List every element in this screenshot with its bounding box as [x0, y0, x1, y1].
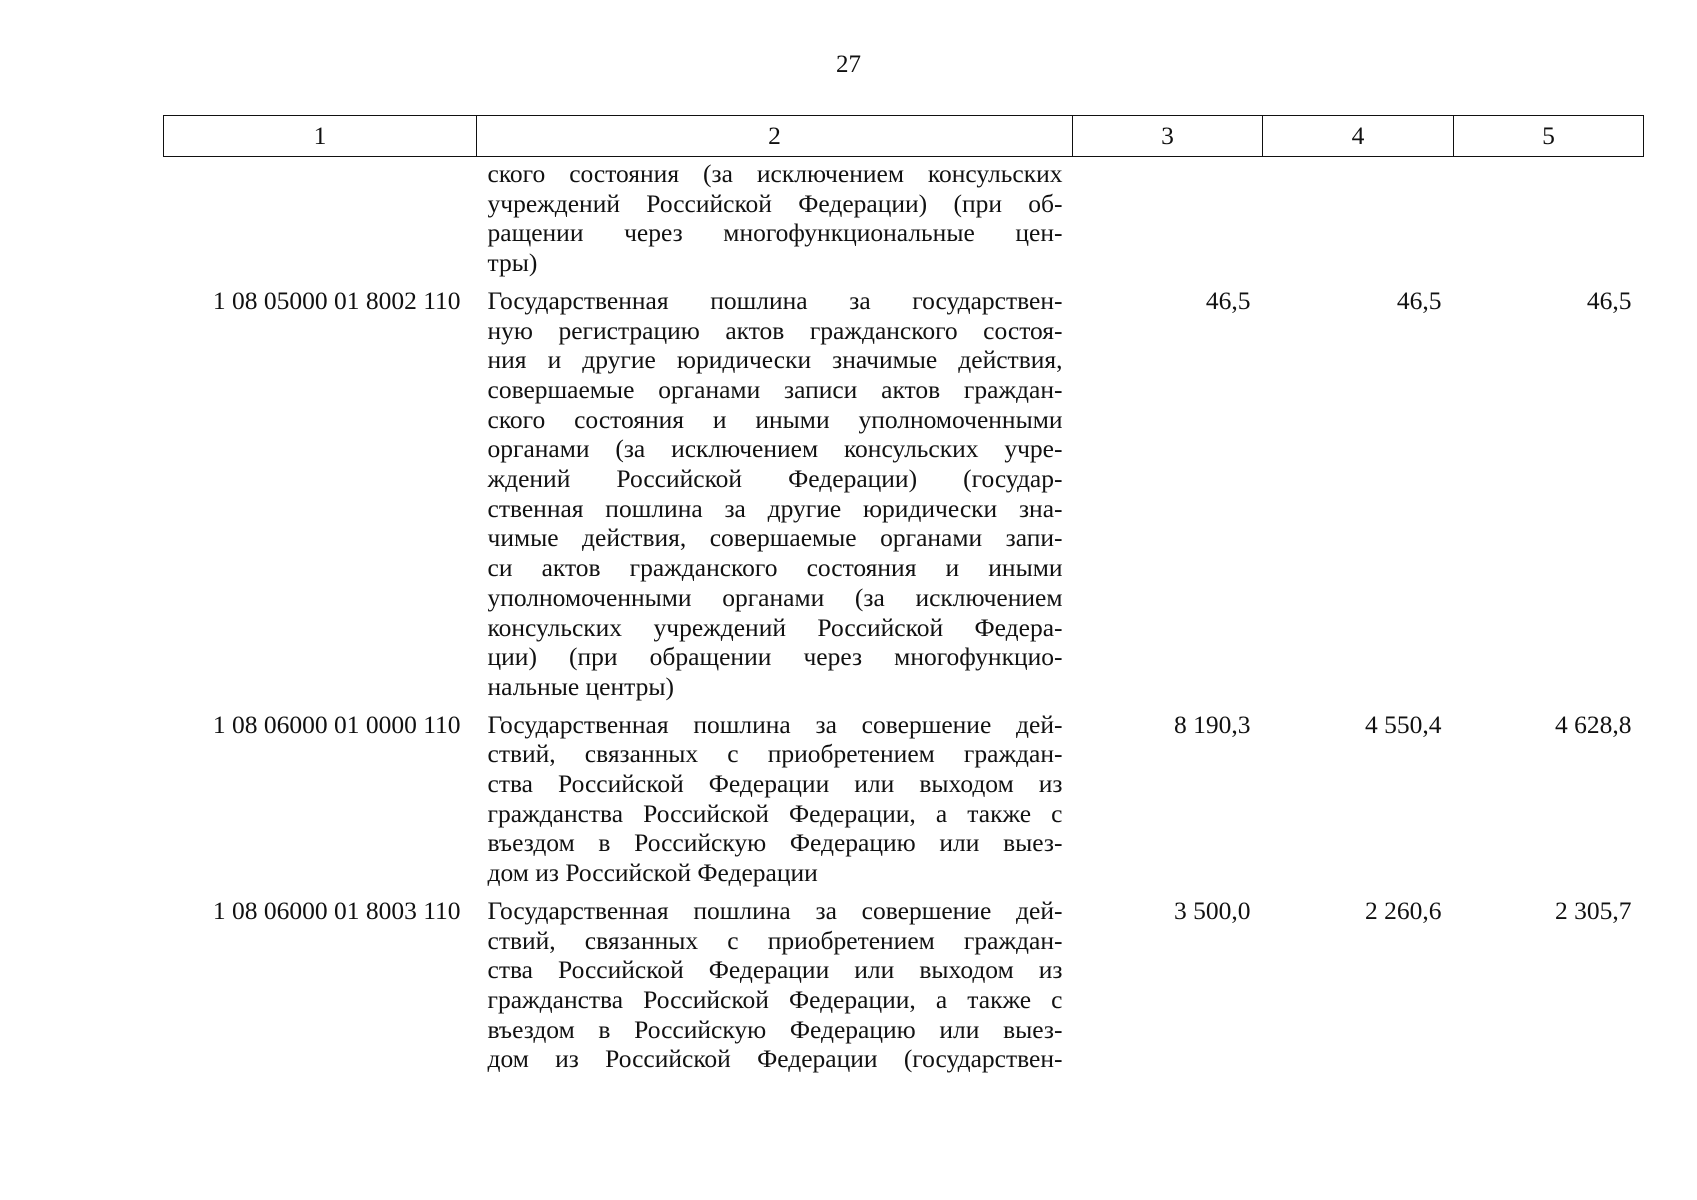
description-line: ства Российской Федерации или выходом из: [487, 769, 1063, 799]
description-line: учреждений Российской Федерации) (при об-: [487, 188, 1063, 218]
description-line: Государственная пошлина за совершение дей-: [487, 709, 1063, 739]
revenue-table: [163, 115, 1644, 1078]
description-line: ствий, связанных с приобретением граждан-: [487, 925, 1063, 955]
amount-year-1: [1073, 157, 1263, 282]
amount-year-3: [1454, 157, 1644, 282]
table-row: [164, 892, 1644, 1078]
table-row: [164, 706, 1644, 892]
description-line: въездом в Российскую Федерацию или выез-: [487, 1014, 1063, 1044]
amount-year-2: 46,5: [1396, 285, 1442, 315]
description-line: ского состояния (за исключением консульских: [487, 159, 1063, 188]
description-line: ния и другие юридически значимые действия,: [487, 345, 1063, 375]
description-line: дом из Российской Федерации: [487, 858, 818, 888]
table-row: [164, 282, 1644, 706]
page-number: 27: [836, 51, 861, 78]
description-line: ственная пошлина за другие юридически зна-: [487, 493, 1063, 523]
header-col-5: 5: [1454, 116, 1644, 157]
description-line: въездом в Российскую Федерацию или выез-: [487, 828, 1063, 858]
description-line: ждений Российской Федерации) (государ-: [487, 464, 1063, 494]
description-line: гражданства Российской Федерации, а также с: [487, 798, 1063, 828]
header-col-3: 3: [1073, 116, 1263, 157]
amount-year-1: 3 500,0: [1174, 895, 1251, 925]
amount-year-3: 2 305,7: [1555, 895, 1632, 925]
revenue-code: 1 08 06000 01 0000 110: [212, 709, 461, 739]
revenue-description: [477, 706, 1073, 892]
header-col-2: 2: [477, 116, 1073, 157]
table-header: [164, 116, 1644, 157]
amount-year-3: 46,5: [1586, 285, 1632, 315]
table-row: [164, 157, 1644, 282]
description-line: ства Российской Федерации или выходом из: [487, 955, 1063, 985]
description-line: гражданства Российской Федерации, а также с: [487, 984, 1063, 1014]
revenue-code: 1 08 05000 01 8002 110: [212, 285, 461, 315]
amount-year-3: 4 628,8: [1555, 709, 1632, 739]
description-line: ную регистрацию актов гражданского состоя-: [487, 315, 1063, 345]
revenue-code: 1 08 06000 01 8003 110: [212, 895, 461, 925]
amount-year-1: 8 190,3: [1174, 709, 1251, 739]
revenue-description: [477, 282, 1073, 706]
revenue-description: [477, 157, 1073, 282]
description-line: Государственная пошлина за совершение дей-: [487, 895, 1063, 925]
description-line: ского состояния и иными уполномоченными: [487, 404, 1063, 434]
amount-year-2: 4 550,4: [1365, 709, 1442, 739]
description-line: нальные центры): [487, 671, 674, 701]
revenue-description: [477, 892, 1073, 1078]
description-line: чимые действия, совершаемые органами запи-: [487, 523, 1063, 553]
description-line: тры): [487, 248, 538, 278]
description-line: дом из Российской Федерации (государствен-: [487, 1044, 1063, 1074]
description-line: совершаемые органами записи актов граждан-: [487, 374, 1063, 404]
header-col-4: 4: [1263, 116, 1454, 157]
amount-year-2: 2 260,6: [1365, 895, 1442, 925]
amount-year-2: [1263, 157, 1454, 282]
header-row: [164, 116, 1644, 157]
amount-year-1: 46,5: [1205, 285, 1251, 315]
description-line: органами (за исключением консульских учре-: [487, 434, 1063, 464]
description-line: ращении через многофункциональные цен-: [487, 218, 1063, 248]
header-col-1: 1: [164, 116, 477, 157]
table-body: [164, 157, 1644, 1079]
description-line: ствий, связанных с приобретением граждан-: [487, 739, 1063, 769]
revenue-code: [164, 157, 477, 282]
description-line: уполномоченными органами (за исключением: [487, 582, 1063, 612]
description-line: ции) (при обращении через многофункцио-: [487, 642, 1063, 672]
description-line: Государственная пошлина за государствен-: [487, 285, 1063, 315]
description-line: си актов гражданского состояния и иными: [487, 553, 1063, 583]
description-line: консульских учреждений Российской Федера-: [487, 612, 1063, 642]
